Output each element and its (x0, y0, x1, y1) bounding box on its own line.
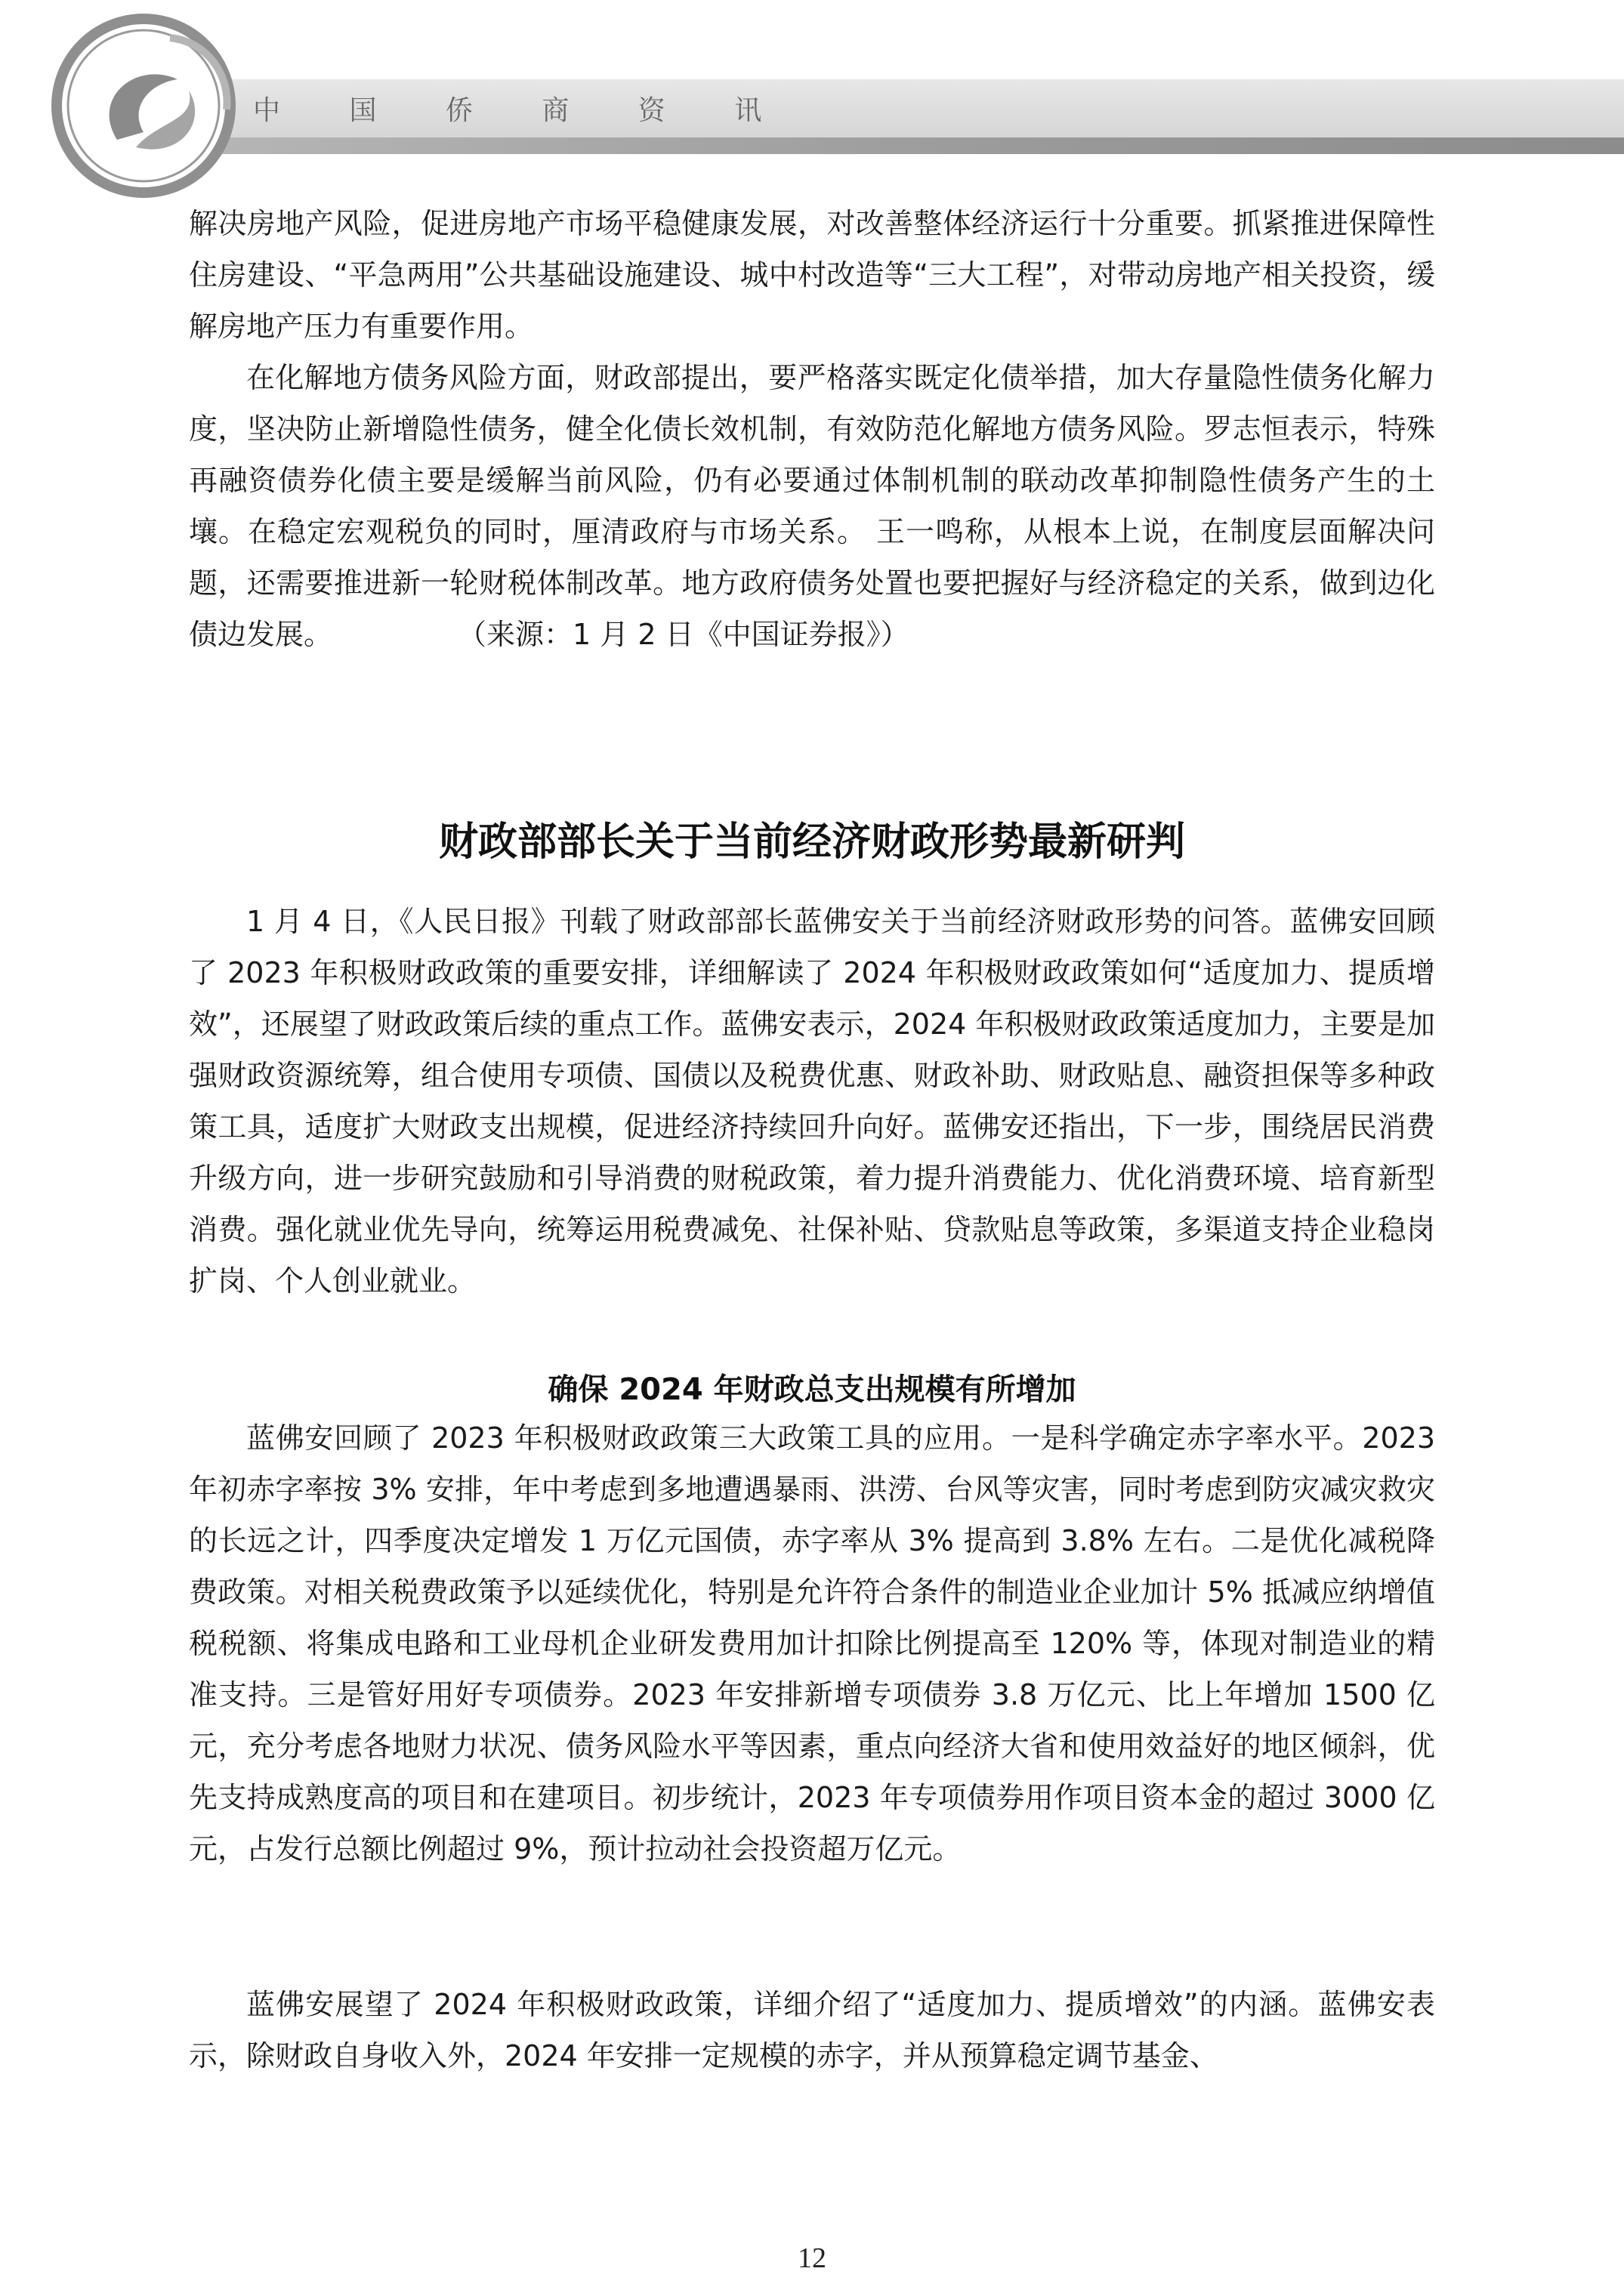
paragraph: 蓝佛安回顾了 2023 年积极财政政策三大政策工具的应用。一是科学确定赤字率水平。2023 年初赤字率按 3% 安排，年中考虑到多地遭遇暴雨、洪涝、台风等灾害，同时考虑到防灾减灾救灾的长远之计，四季度决定增发 1 万亿元国债，赤字率从 3% 提高到 3.8% 左右。二是优化减税降费政策。对相关税费政策予以延续优化，特别是允许符合条件的制造业企业加计 5% 抵减应纳增值税税额、将集成电路和工业母机企业研发费用加计扣除比例提高至 120% 等，体现对制造业的精准支持。三是管好用好专项债券。2023 年安排新增专项债券 3.8 万亿元、比上年增加 1500 亿元，充分考虑各地财力状况、债务风险水平等因素，重点向经济大省和使用效益好的地区倾斜，优先支持成熟度高的项目和在建项目。初步统计，2023 年专项债券用作项目资本金的超过 3000 亿元，占发行总额比例超过 9%，预计拉动社会投资超万亿元。 (189, 1421, 1435, 1866)
publication-title: 中 国 侨 商 资 讯 (253, 95, 792, 126)
paragraph: 蓝佛安展望了 2024 年积极财政政策，详细介绍了“适度加力、提质增效”的内涵。蓝佛安表示，除财政自身收入外，2024 年安排一定规模的赤字，并从预算稳定调节基金、 (189, 1988, 1435, 2072)
page-number: 12 (798, 2242, 826, 2274)
logo-icon (45, 8, 242, 204)
article-title: 财政部部长关于当前经济财政形势最新研判 (438, 819, 1185, 865)
header-rule (106, 137, 1624, 154)
section-subtitle: 确保 2024 年财政总支出规模有所增加 (548, 1372, 1076, 1407)
paragraph-text: 在化解地方债务风险方面，财政部提出，要严格落实既定化债举措，加大存量隐性债务化解力度，坚决防止新增隐性债务，健全化债长效机制，有效防范化解地方债务风险。罗志恒表示，特殊再融资债券化债主要是缓解当前风险，仍有必要通过体制机制的联动改革抑制隐性债务产生的土壤。在稳定宏观税负的同时，厘清政府与市场关系。 王一鸣称，从根本上说，在制度层面解决问题，还需要推进新一轮财税体制改革。地方政府债务处置也要把握好与经济稳定的关系，做到边化债边发展。 (189, 361, 1435, 651)
article-intro: 1 月 4 日，《人民日报》刊载了财政部部长蓝佛安关于当前经济财政形势的问答。蓝佛安回顾了 2023 年积极财政政策的重要安排，详细解读了 2024 年积极财政政策如何“适度加力、提质增效”，还展望了财政政策后续的重点工作。蓝佛安表示，2024 年积极财政政策适度加力，主要是加强财政资源统筹，组合使用专项债、国债以及税费优惠、财政补助、财政贴息、融资担保等多种政策工具，适度扩大财政支出规模，促进经济持续回升向好。蓝佛安还指出，下一步，围绕居民消费升级方向，进一步研究鼓励和引导消费的财税政策，着力提升消费能力、优化消费环境、培育新型消费。强化就业优先导向，统筹运用税费减免、社保补贴、贷款贴息等政策，多渠道支持企业稳岗扩岗、个人创业就业。 (189, 905, 1435, 1298)
paragraph: 解决房地产风险，促进房地产市场平稳健康发展，对改善整体经济运行十分重要。抓紧推进保障性住房建设、“平急两用”公共基础设施建设、城中村改造等“三大工程”，对带动房地产相关投资，缓解房地产压力有重要作用。 (189, 207, 1435, 343)
paragraph (189, 352, 1435, 660)
source-citation: （来源：1 月 2 日《中国证券报》） (458, 618, 909, 651)
